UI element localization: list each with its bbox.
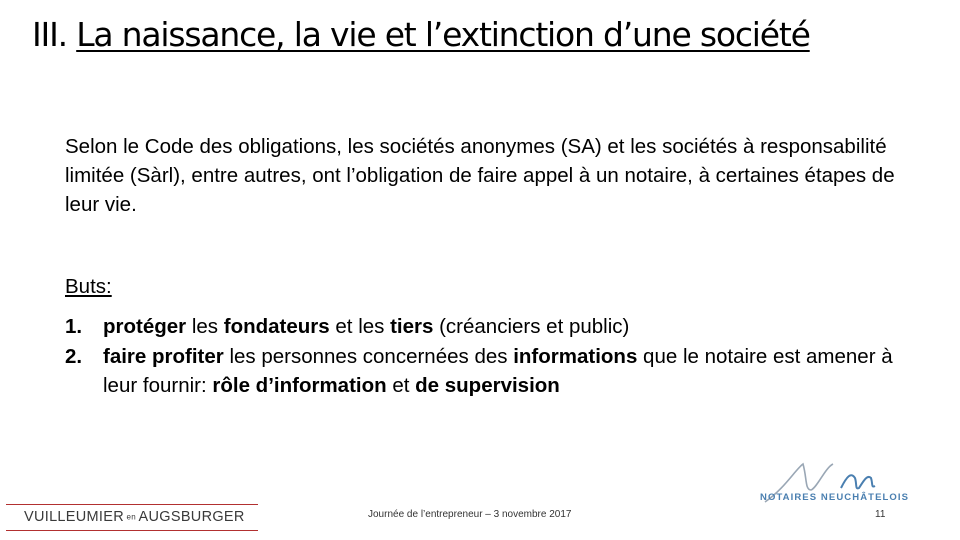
footer-text: Journée de l’entrepreneur – 3 novembre 2017: [368, 509, 572, 520]
logo-rule-top: [6, 504, 258, 505]
title-prefix: III.: [32, 15, 77, 54]
plain-text: les personnes concernées des: [223, 345, 514, 368]
plain-text: que le notaire est amener à leur fournir:: [103, 345, 893, 397]
title-underlined: La naissance, la vie et l’extinction d’une société: [76, 15, 810, 54]
bold-text: informations: [513, 345, 638, 368]
buts-label: Buts:: [65, 275, 112, 298]
logo-rule-bottom: [6, 530, 258, 531]
list-item: [65, 342, 925, 400]
logo-connector: en: [124, 512, 139, 522]
plain-text: et: [386, 374, 416, 397]
intro-paragraph: Selon le Code des obligations, les sociétés anonymes (SA) et les sociétés à responsabilité limitée (Sàrl), entre autres, ont l’obligation de faire appel à un notaire, à certaines étapes de leur vie.: [65, 135, 895, 216]
bold-text: fondateurs: [223, 315, 330, 338]
bold-text: faire profiter: [103, 345, 224, 368]
plain-text: les: [186, 315, 224, 338]
logo-wordmark: [24, 509, 245, 525]
page-number: 11: [875, 509, 886, 520]
plain-text: (créanciers et public): [433, 315, 630, 338]
logo-part2: AUGSBURGER: [138, 509, 245, 525]
bold-text: de supervision: [415, 374, 560, 397]
notaires-logo-text: NOTAIRES NEUCHÂTELOIS: [760, 492, 910, 503]
list-item: [65, 312, 925, 341]
list-number: 1.: [65, 315, 83, 338]
bold-text: rôle d’information: [212, 374, 387, 397]
goals-list: [65, 312, 925, 401]
logo-part1: VUILLEUMIER: [24, 509, 124, 525]
list-number: 2.: [65, 345, 83, 368]
vuilleumier-augsburger-logo: [6, 496, 256, 532]
bold-text: protéger: [103, 315, 187, 338]
slide-title: [32, 14, 912, 56]
bold-text: tiers: [390, 315, 434, 338]
plain-text: et les: [329, 315, 391, 338]
